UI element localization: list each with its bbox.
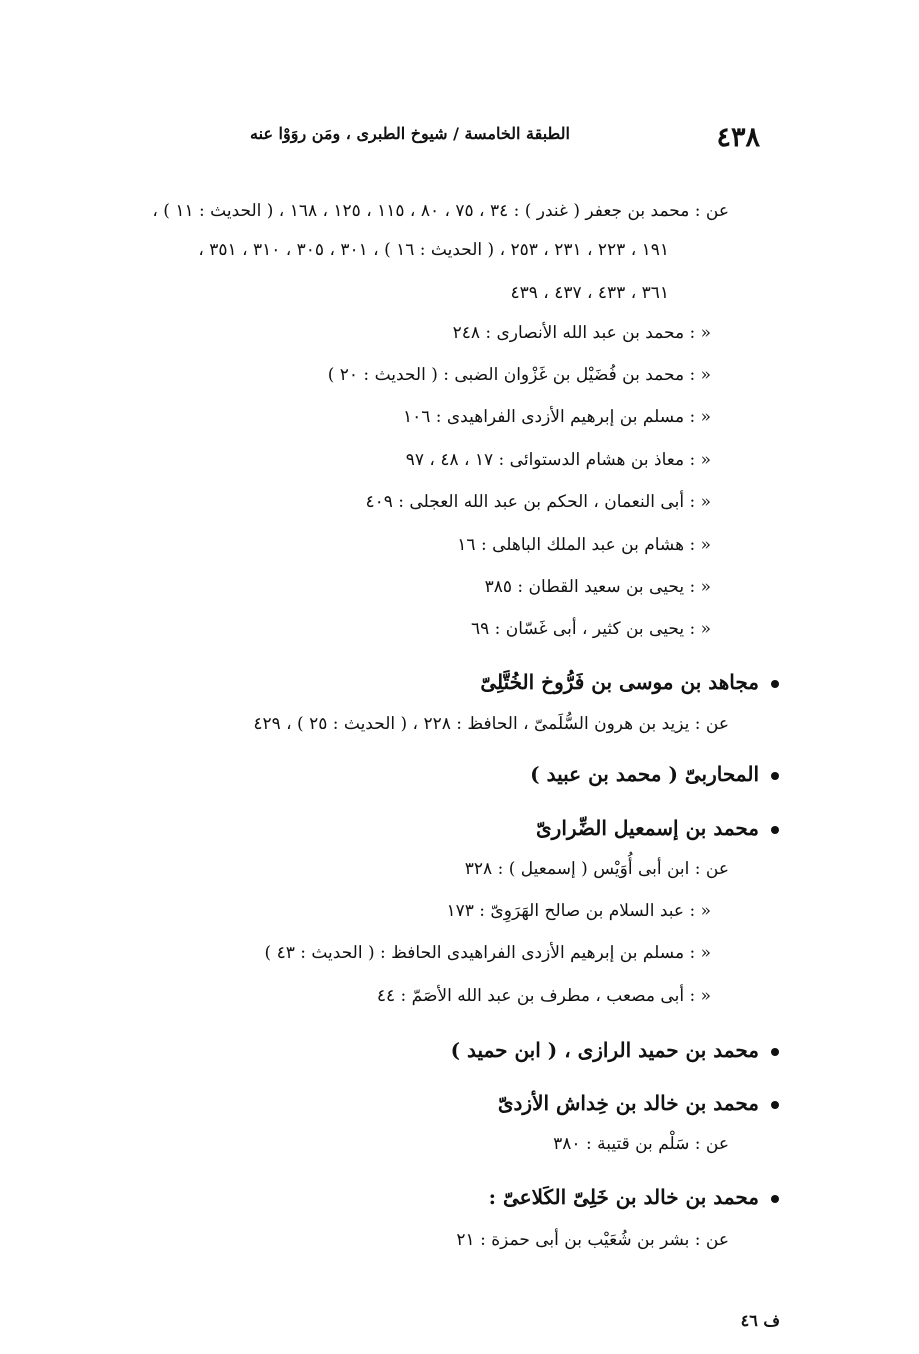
entry-name: المحاربىّ ( محمد بن عبيد ) bbox=[530, 762, 759, 786]
index-line: عن : محمد بن جعفر ( غندر ) : ٣٤ ، ٧٥ ، ٨٠ ، ١١٥ ، ١٢٥ ، ١٦٨ ، ( الحديث : ١١ ) ، bbox=[152, 201, 729, 221]
signature-mark: ف ٤٦ bbox=[740, 1311, 780, 1330]
index-entry-heading bbox=[519, 814, 779, 842]
index-entry-heading bbox=[519, 760, 779, 788]
entry-name: مجاهد بن موسى بن فَرُّوخ الخُتَّلِىّ bbox=[480, 670, 759, 694]
index-line: « : مسلم بن إبرهيم الأزدى الفراهيدى : ١٠٦ bbox=[402, 407, 711, 427]
bullet-icon bbox=[771, 826, 779, 834]
bullet-icon bbox=[771, 772, 779, 780]
bullet-icon bbox=[771, 680, 779, 688]
index-line: عن : سَلْم بن قتيبة : ٣٨٠ bbox=[553, 1134, 729, 1154]
page-number: ٤٣٨ bbox=[716, 122, 760, 153]
index-line: « : محمد بن فُضَيْل بن غَزْوان الضبى : ( الحديث : ٢٠ ) bbox=[327, 365, 711, 385]
entry-name: محمد بن إسمعيل الضِّرارىّ bbox=[536, 816, 759, 840]
entry-name: محمد بن خالد بن خَلِىّ الكَلاعىّ : bbox=[488, 1185, 759, 1209]
index-line: عن : يزيد بن هرون السُّلَمىّ ، الحافظ : ٢٢٨ ، ( الحديث : ٢٥ ) ، ٤٢٩ bbox=[253, 714, 729, 734]
index-entry-heading bbox=[479, 668, 779, 696]
bullet-icon bbox=[771, 1048, 779, 1056]
index-line: عن : ابن أبى أُوَيْس ( إسمعيل ) : ٣٢٨ bbox=[464, 859, 729, 879]
index-line: « : مسلم بن إبرهيم الأزدى الفراهيدى الحافظ : ( الحديث : ٤٣ ) bbox=[264, 943, 711, 963]
index-line: « : أبى النعمان ، الحكم بن عبد الله العجلى : ٤٠٩ bbox=[365, 492, 711, 512]
index-line: عن : بشر بن شُعَيْب بن أبى حمزة : ٢١ bbox=[456, 1230, 729, 1250]
index-line: « : أبى مصعب ، مطرف بن عبد الله الأصَمّ : ٤٤ bbox=[376, 986, 711, 1006]
bullet-icon bbox=[771, 1195, 779, 1203]
index-line: « : محمد بن عبد الله الأنصارى : ٢٤٨ bbox=[452, 323, 711, 343]
bullet-icon bbox=[771, 1101, 779, 1109]
index-line: « : معاذ بن هشام الدستوائى : ١٧ ، ٤٨ ، ٩٧ bbox=[405, 450, 711, 470]
index-line: « : هشام بن عبد الملك الباهلى : ١٦ bbox=[457, 535, 711, 555]
index-entry-heading bbox=[449, 1036, 779, 1064]
index-entry-heading bbox=[479, 1089, 779, 1117]
index-line: « : يحيى بن كثير ، أبى غَسّان : ٦٩ bbox=[471, 619, 711, 639]
index-line: ١٩١ ، ٢٢٣ ، ٢٣١ ، ٢٥٣ ، ( الحديث : ١٦ ) ، ٣٠١ ، ٣٠٥ ، ٣١٠ ، ٣٥١ ، bbox=[198, 240, 669, 260]
index-entry-heading bbox=[459, 1183, 779, 1211]
entry-name: محمد بن حميد الرازى ، ( ابن حميد ) bbox=[450, 1038, 759, 1062]
index-line: « : عبد السلام بن صالح الهَرَوِىّ : ١٧٣ bbox=[446, 901, 711, 921]
index-line: « : يحيى بن سعيد القطان : ٣٨٥ bbox=[484, 577, 711, 597]
running-title: الطبقة الخامسة / شيوخ الطبرى ، ومَن روَوْا عنه bbox=[250, 124, 570, 143]
index-line: ٣٦١ ، ٤٣٣ ، ٤٣٧ ، ٤٣٩ bbox=[510, 283, 669, 303]
entry-name: محمد بن خالد بن خِداش الأزدىّ bbox=[497, 1091, 759, 1115]
